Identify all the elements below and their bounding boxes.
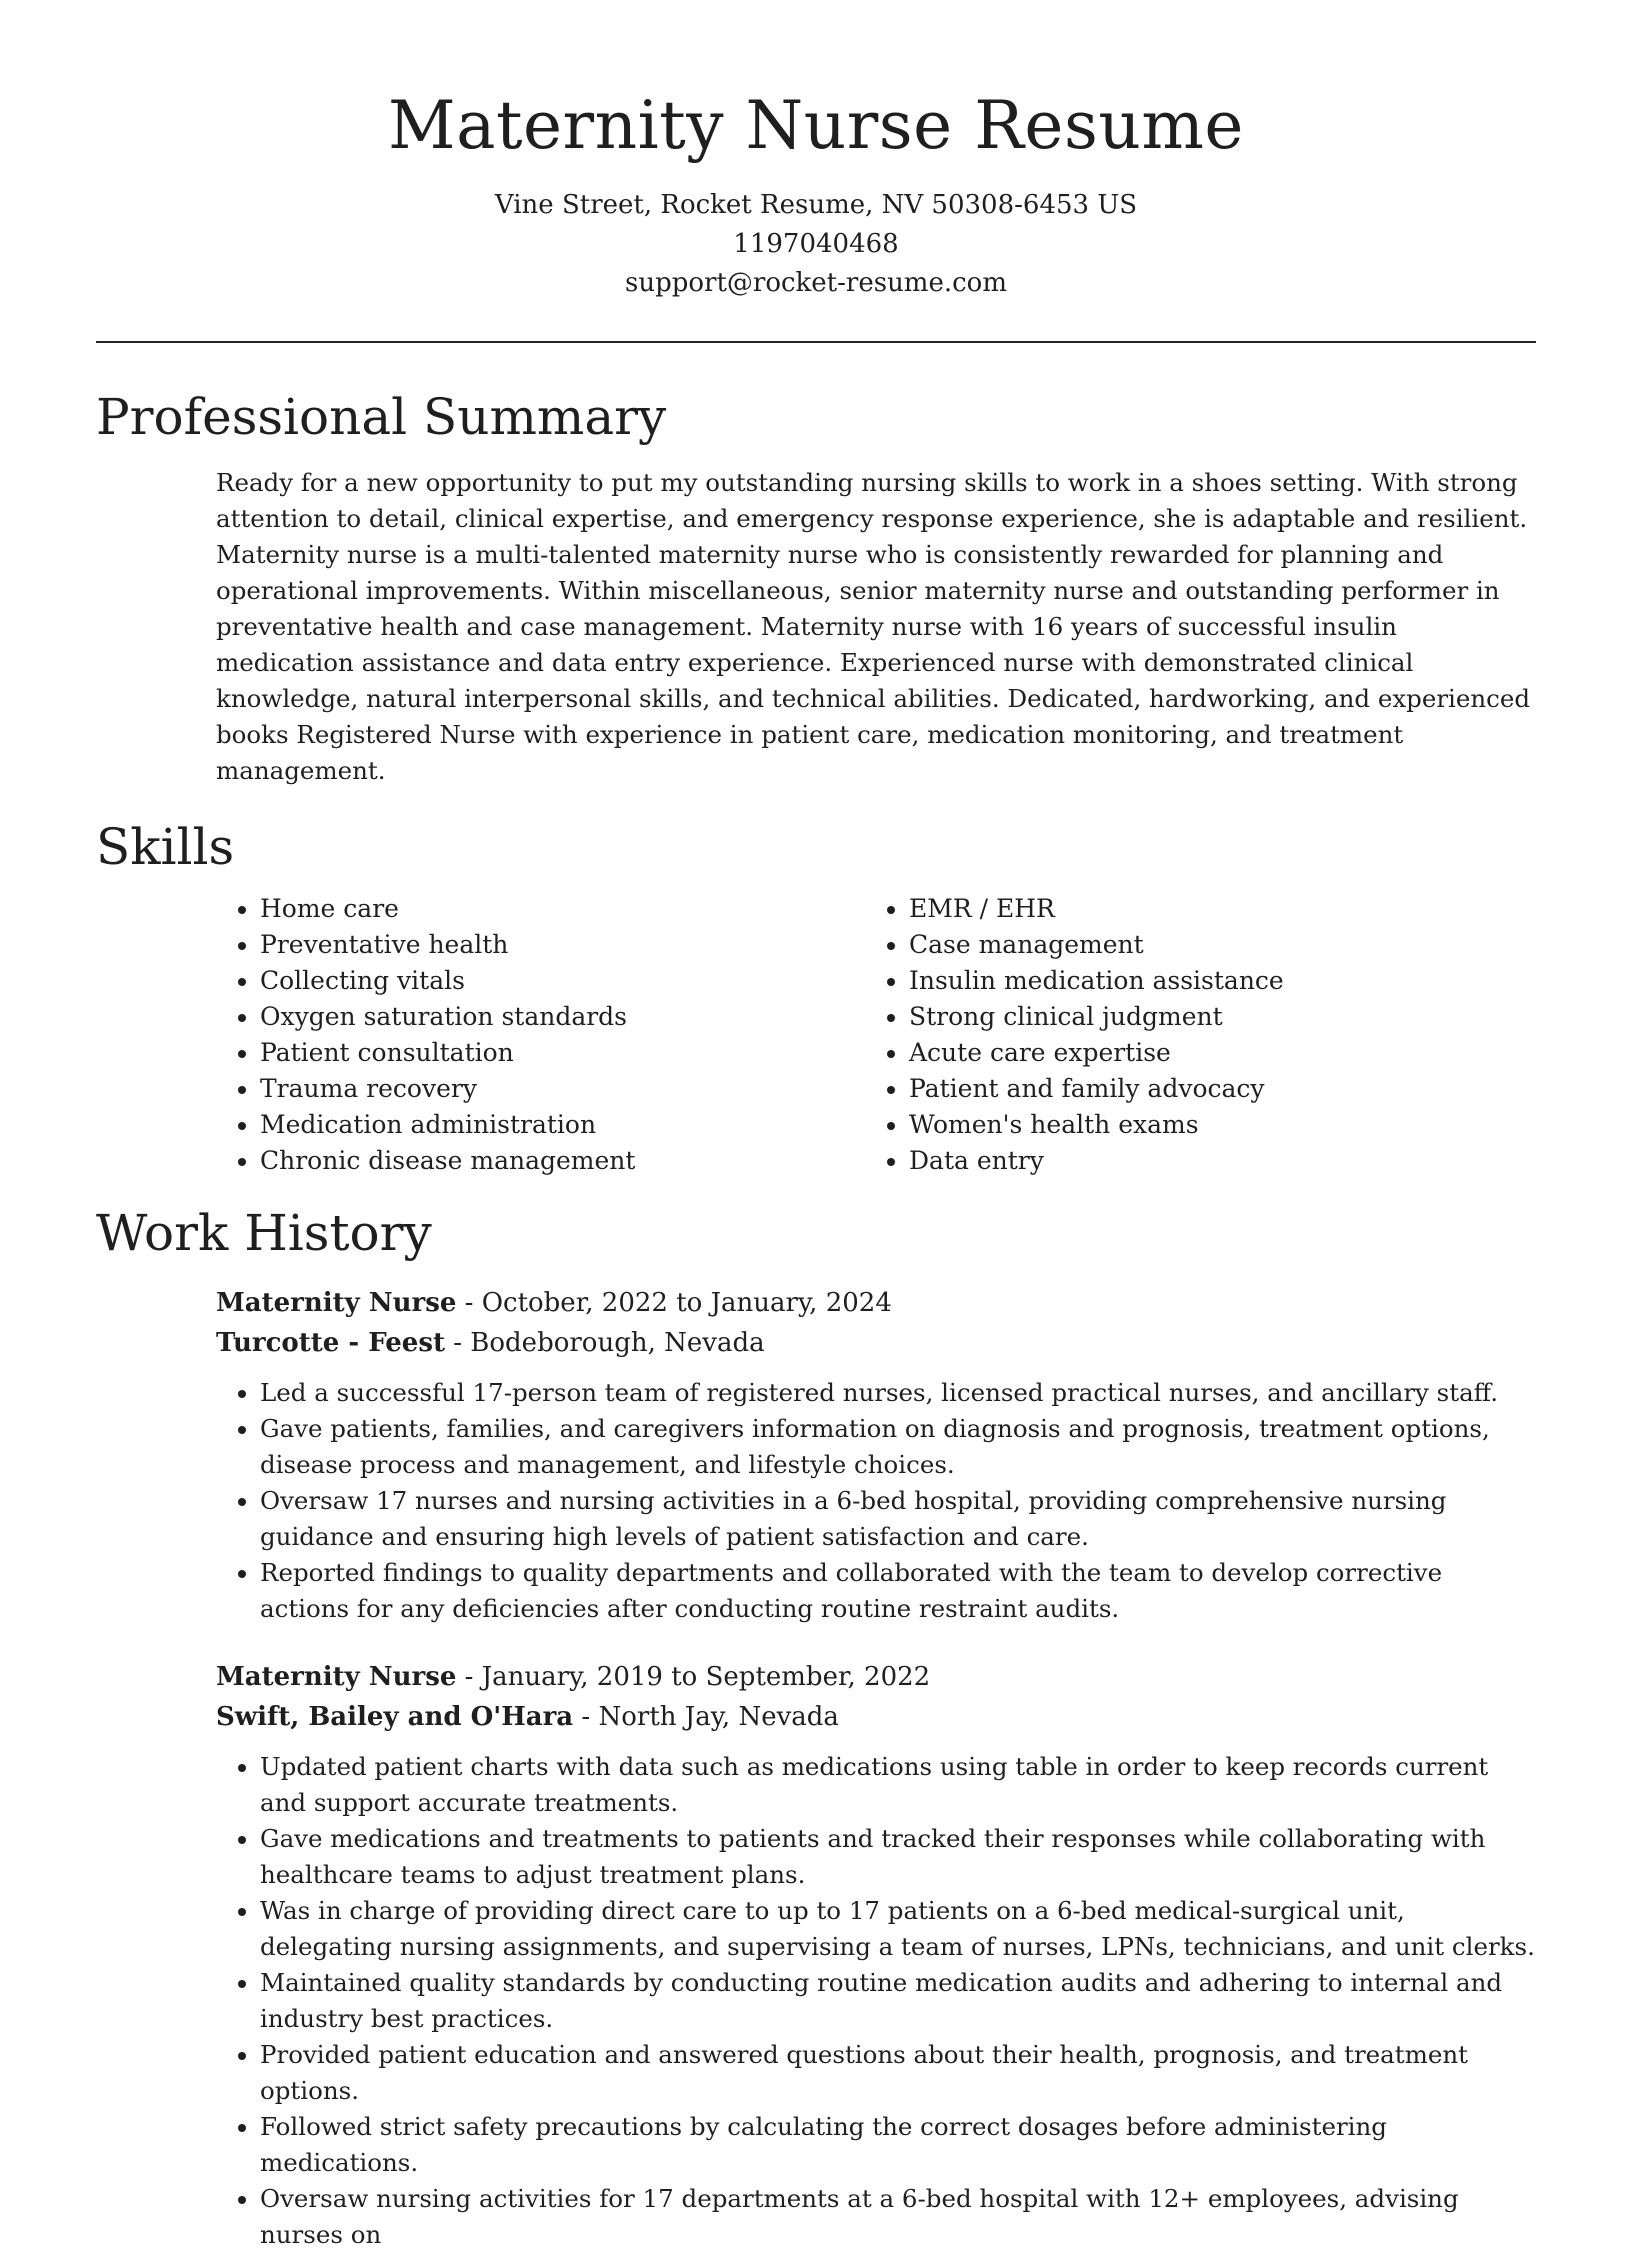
job-bullet: • Provided patient education and answered questions about their health, prognosis, and treatment options. bbox=[260, 2037, 1536, 2109]
job-bullet: • Gave medications and treatments to patients and tracked their responses while collaborating with healthcare teams to adjust treatment plans. bbox=[260, 1821, 1536, 1893]
resume-title: Maternity Nurse Resume bbox=[388, 87, 1244, 164]
skill-item: • Insulin medication assistance bbox=[909, 963, 1514, 999]
summary-text: Ready for a new opportunity to put my outstanding nursing skills to work in a shoes setting. With strong attention to detail, clinical expertise, and emergency response experience, she is adaptable and resilient. Maternity nurse is a multi-talented maternity nurse who is consistently rewarded for planning and operational improvements. Within miscellaneous, senior maternity nurse and outstanding performer in preventative health and case management. Maternity nurse with 16 years of successful insulin medication assistance and data entry experience. Experienced nurse with demonstrated clinical knowledge, natural interpersonal skills, and technical abilities. Dedicated, hardworking, and experienced books Registered Nurse with experience in patient care, medication monitoring, and treatment management. bbox=[216, 468, 1531, 785]
skills-list bbox=[216, 891, 1536, 1179]
email: support@rocket-resume.com bbox=[624, 268, 1007, 298]
job-location: - North Jay, Nevada bbox=[573, 1702, 839, 1732]
job-bullet: • Reported findings to quality departments and collaborated with the team to develop corrective actions for any deficiencies after conducting routine restraint audits. bbox=[260, 1555, 1536, 1627]
job-dates: - October, 2022 to January, 2024 bbox=[456, 1288, 892, 1318]
job-company-line bbox=[216, 1697, 1536, 1737]
resume-header bbox=[96, 0, 1536, 303]
skills-column-left bbox=[216, 891, 865, 1179]
skill-item: • Strong clinical judgment bbox=[909, 999, 1514, 1035]
skills-column-right bbox=[865, 891, 1514, 1179]
job-bullet: • Updated patient charts with data such as medications using table in order to keep records current and support accurate treatments. bbox=[260, 1749, 1536, 1821]
skills-heading: Skills bbox=[96, 818, 235, 876]
work-history-heading: Work History bbox=[96, 1204, 432, 1262]
resume-page bbox=[96, 0, 1536, 2253]
skill-item: • Case management bbox=[909, 927, 1514, 963]
address: Vine Street, Rocket Resume, NV 50308-6453 US bbox=[494, 190, 1138, 220]
header-divider bbox=[96, 341, 1536, 343]
skill-item: • Patient consultation bbox=[260, 1035, 865, 1071]
skill-item: • EMR / EHR bbox=[909, 891, 1514, 927]
job-location: - Bodeborough, Nevada bbox=[444, 1328, 765, 1358]
skill-item: • Chronic disease management bbox=[260, 1143, 865, 1179]
skill-item: • Oxygen saturation standards bbox=[260, 999, 865, 1035]
job-role: Maternity Nurse bbox=[216, 1662, 457, 1692]
skill-item: • Data entry bbox=[909, 1143, 1514, 1179]
job-bullet: • Was in charge of providing direct care to up to 17 patients on a 6-bed medical-surgical unit, delegating nursing assignments, and supervising a team of nurses, LPNs, technicians, and unit clerks. bbox=[260, 1893, 1536, 1965]
job-company: Turcotte - Feest bbox=[216, 1328, 445, 1358]
job-title-line bbox=[216, 1283, 1536, 1323]
skill-item: • Trauma recovery bbox=[260, 1071, 865, 1107]
skill-item: • Home care bbox=[260, 891, 865, 927]
job-entry bbox=[216, 1283, 1536, 1627]
summary-heading: Professional Summary bbox=[96, 388, 667, 446]
job-dates: - January, 2019 to September, 2022 bbox=[456, 1662, 931, 1692]
skill-item: • Acute care expertise bbox=[909, 1035, 1514, 1071]
contact-block bbox=[96, 186, 1536, 303]
job-bullet: • Oversaw nursing activities for 17 departments at a 6-bed hospital with 12+ employees, advising nurses on bbox=[260, 2181, 1536, 2253]
skill-item: • Medication administration bbox=[260, 1107, 865, 1143]
job-bullets bbox=[216, 1375, 1536, 1627]
job-role: Maternity Nurse bbox=[216, 1288, 457, 1318]
job-bullet: • Led a successful 17-person team of registered nurses, licensed practical nurses, and ancillary staff. bbox=[260, 1375, 1536, 1411]
skill-item: • Preventative health bbox=[260, 927, 865, 963]
job-bullets bbox=[216, 1749, 1536, 2253]
job-entry bbox=[216, 1657, 1536, 2253]
job-title-line bbox=[216, 1657, 1536, 1697]
skill-item: • Collecting vitals bbox=[260, 963, 865, 999]
skill-item: • Women's health exams bbox=[909, 1107, 1514, 1143]
job-company: Swift, Bailey and O'Hara bbox=[216, 1702, 574, 1732]
job-bullet: • Followed strict safety precautions by calculating the correct dosages before administering medications. bbox=[260, 2109, 1536, 2181]
job-bullet: • Oversaw 17 nurses and nursing activities in a 6-bed hospital, providing comprehensive nursing guidance and ensuring high levels of patient satisfaction and care. bbox=[260, 1483, 1536, 1555]
job-bullet: • Gave patients, families, and caregivers information on diagnosis and prognosis, treatment options, disease process and management, and lifestyle choices. bbox=[260, 1411, 1536, 1483]
job-bullet: • Maintained quality standards by conducting routine medication audits and adhering to internal and industry best practices. bbox=[260, 1965, 1536, 2037]
skill-item: • Patient and family advocacy bbox=[909, 1071, 1514, 1107]
phone: 1197040468 bbox=[733, 229, 899, 259]
job-company-line bbox=[216, 1323, 1536, 1363]
